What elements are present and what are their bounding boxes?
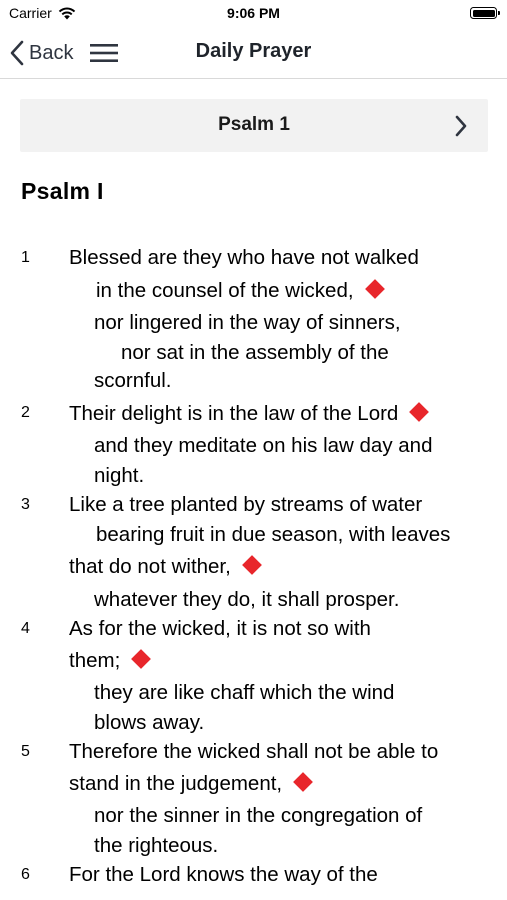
red-diamond-icon[interactable] <box>409 402 429 422</box>
verse-line: that do not wither, <box>69 555 259 579</box>
verse-line: and they meditate on his law day and <box>94 434 433 457</box>
verse-line: they are like chaff which the wind <box>94 681 395 704</box>
psalm-heading: Psalm I <box>21 178 104 204</box>
red-diamond-icon[interactable] <box>365 279 385 299</box>
verse-line: whatever they do, it shall prosper. <box>94 588 400 611</box>
status-bar <box>0 0 507 28</box>
verse-line: Blessed are they who have not walked <box>69 246 419 269</box>
verse-number: 1 <box>21 249 30 266</box>
verse-line: Like a tree planted by streams of water <box>69 493 423 516</box>
verse-line: As for the wicked, it is not so with <box>69 617 371 640</box>
psalm-selector-label: Psalm 1 <box>218 114 290 135</box>
battery-icon <box>470 7 497 19</box>
verse-number: 2 <box>21 404 30 421</box>
verse-line: Therefore the wicked shall not be able to <box>69 740 439 763</box>
verse-line: them; <box>69 649 148 673</box>
verse-number: 4 <box>21 620 30 637</box>
page-title: Daily Prayer <box>195 40 312 62</box>
red-diamond-icon[interactable] <box>293 772 313 792</box>
navigation-bar <box>0 28 507 79</box>
verse-line: nor lingered in the way of sinners, <box>94 311 401 334</box>
status-time: 9:06 PM <box>227 5 280 21</box>
carrier-label: Carrier <box>9 5 52 21</box>
verse-line: the righteous. <box>94 834 219 857</box>
verse-line: Their delight is in the law of the Lord <box>69 402 426 426</box>
verse-number: 5 <box>21 743 30 760</box>
back-label: Back <box>29 41 74 64</box>
red-diamond-icon[interactable] <box>242 555 262 575</box>
verse-line: scornful. <box>94 369 172 392</box>
verse-line: bearing fruit in due season, with leaves <box>96 523 451 546</box>
verse-number: 6 <box>21 866 30 883</box>
verse-number: 3 <box>21 496 30 513</box>
chevron-right-icon[interactable] <box>454 115 468 137</box>
verse-line: nor the sinner in the congregation of <box>94 804 423 827</box>
verse-line: in the counsel of the wicked, <box>96 279 382 303</box>
psalm-selector[interactable] <box>20 99 488 152</box>
verse-line: stand in the judgement, <box>69 772 310 796</box>
verse-line: blows away. <box>94 711 205 734</box>
verse-line: For the Lord knows the way of the <box>69 863 378 886</box>
red-diamond-icon[interactable] <box>131 649 151 669</box>
verse-line: nor sat in the assembly of the <box>121 341 389 364</box>
verse-line: night. <box>94 464 145 487</box>
